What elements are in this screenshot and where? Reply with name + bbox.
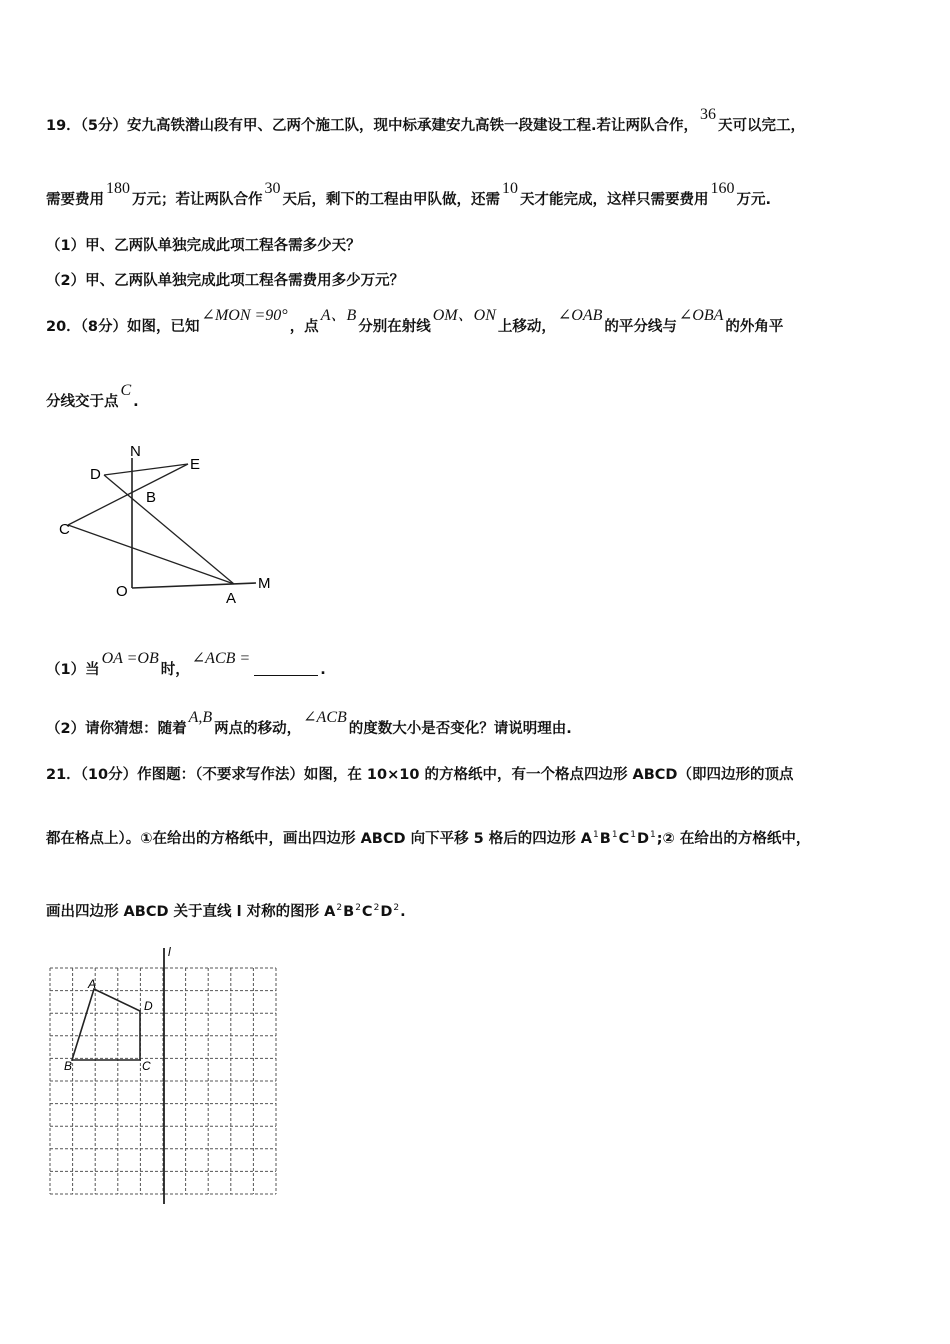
line-da bbox=[104, 475, 234, 584]
answer-blank[interactable] bbox=[254, 675, 318, 676]
q20-text: 20．（8分）如图，已知 bbox=[46, 319, 200, 335]
q20-text: . bbox=[320, 662, 326, 678]
q21-text: D bbox=[380, 904, 393, 920]
q20-text: 两点的移动， bbox=[214, 721, 302, 737]
q19-line-1 bbox=[46, 106, 806, 136]
q21-text: ;② 在给出的方格纸中， bbox=[656, 831, 811, 847]
label-m: M bbox=[258, 575, 271, 592]
q20-text: 分线交于点 bbox=[46, 394, 119, 410]
q21-text: C bbox=[361, 904, 373, 920]
label-a: A bbox=[226, 590, 237, 607]
superscript-2: 2 bbox=[355, 903, 361, 913]
label-line-l: l bbox=[168, 945, 171, 959]
line-de bbox=[104, 464, 188, 475]
q20-math-angle-acb: ∠ACB bbox=[303, 709, 347, 726]
q20-text: 时， bbox=[160, 662, 190, 678]
label-b: B bbox=[146, 489, 157, 506]
q19-days-total: 36 bbox=[700, 106, 717, 123]
subscript-1: 1 bbox=[630, 830, 636, 840]
q19-text: 万元；若让两队合作 bbox=[132, 192, 263, 208]
q19-text: 天后，剩下的工程由甲队做，还需 bbox=[282, 192, 500, 208]
subscript-1: 1 bbox=[593, 830, 599, 840]
ray-om bbox=[132, 583, 256, 588]
q21-line-1: 21．（10分）作图题：（不要求写作法）如图，在 10×10 的方格纸中，有一个格点四边形 ABCD（即四边形的顶点 bbox=[46, 767, 794, 783]
label-c: C bbox=[59, 521, 70, 538]
q20-math-rays: OM、ON bbox=[432, 307, 496, 324]
q20-math-angle-oab: ∠OAB bbox=[557, 307, 603, 324]
q20-sub-1 bbox=[46, 650, 326, 680]
q19-sub-2: （2）甲、乙两队单独完成此项工程各需费用多少万元？ bbox=[46, 273, 405, 289]
q20-math-angle-mon: ∠MON =90° bbox=[201, 307, 288, 324]
q19-text: 19．（5分）安九高铁潜山段有甲、乙两个施工队，现中标承建安九高铁一段建设工程.若让两队合作， bbox=[46, 118, 699, 134]
superscript-2: 2 bbox=[373, 903, 380, 913]
line-ca bbox=[68, 525, 234, 584]
q21-text: 都在格点上）。①在给出的方格纸中，画出四边形 ABCD 向下平移 5 格后的四边形 A bbox=[46, 831, 593, 847]
q21-text: 画出四边形 ABCD 关于直线 l 对称的图形 A bbox=[46, 904, 336, 920]
q20-math-points: A、B bbox=[320, 307, 357, 324]
q21-grid-figure bbox=[44, 942, 284, 1210]
q19-sub-1: （1）甲、乙两队单独完成此项工程各需多少天？ bbox=[46, 238, 361, 254]
superscript-2: 2 bbox=[393, 903, 400, 913]
q19-line-2 bbox=[46, 180, 772, 210]
label-n: N bbox=[130, 443, 141, 460]
subscript-1: 1 bbox=[611, 830, 618, 840]
subscript-1: 1 bbox=[650, 830, 656, 840]
label-b: B bbox=[64, 1059, 73, 1073]
label-o: O bbox=[116, 583, 128, 600]
q19-text: 需要费用 bbox=[46, 192, 104, 208]
q20-text: 分别在射线 bbox=[358, 319, 431, 335]
q20-text: 的平分线与 bbox=[604, 319, 677, 335]
q20-math-oa-ob: OA =OB bbox=[101, 650, 159, 667]
q19-days-10: 10 bbox=[502, 180, 518, 197]
q20-text: （2）请你猜想：随着 bbox=[46, 721, 187, 737]
dashed-grid bbox=[50, 968, 276, 1194]
q20-math-angle-acb: ∠ACB = bbox=[191, 650, 251, 667]
q20-text: 的外角平 bbox=[725, 319, 784, 335]
q21-text: B bbox=[599, 831, 611, 847]
q20-math-ab: A,B bbox=[188, 709, 213, 726]
q20-text: . bbox=[133, 394, 139, 410]
q20-math-angle-oba: ∠OBA bbox=[678, 307, 724, 324]
label-c: C bbox=[142, 1059, 151, 1073]
q20-geometry-figure bbox=[48, 436, 288, 616]
q21-line-2 bbox=[46, 829, 810, 851]
q20-line-1 bbox=[46, 307, 784, 337]
q20-text: 上移动， bbox=[497, 319, 556, 335]
q21-text: C bbox=[618, 831, 630, 847]
q21-line-3 bbox=[46, 902, 406, 924]
label-a: A bbox=[88, 977, 97, 991]
q20-math-point-c: C bbox=[120, 382, 132, 399]
q20-sub-2 bbox=[46, 709, 572, 739]
q20-line-2 bbox=[46, 382, 139, 412]
q19-text: 天可以完工， bbox=[718, 118, 806, 134]
superscript-2: 2 bbox=[336, 903, 343, 913]
q20-text: 的度数大小是否变化？请说明理由. bbox=[348, 721, 572, 737]
q20-text: ，点 bbox=[289, 319, 319, 335]
q19-cost-2: 160 bbox=[710, 180, 735, 197]
label-e: E bbox=[190, 456, 201, 473]
q20-text: （1）当 bbox=[46, 662, 100, 678]
q21-text: B bbox=[343, 904, 355, 920]
quadrilateral-abcd bbox=[72, 989, 140, 1060]
q19-text: 天才能完成，这样只需要费用 bbox=[520, 192, 709, 208]
q21-text: . bbox=[400, 904, 406, 920]
q21-text: D bbox=[636, 831, 649, 847]
q19-text: 万元. bbox=[736, 192, 772, 208]
q19-days-30: 30 bbox=[264, 180, 281, 197]
q19-cost-1: 180 bbox=[106, 180, 130, 197]
label-d: D bbox=[90, 466, 101, 483]
label-d: D bbox=[144, 999, 153, 1013]
